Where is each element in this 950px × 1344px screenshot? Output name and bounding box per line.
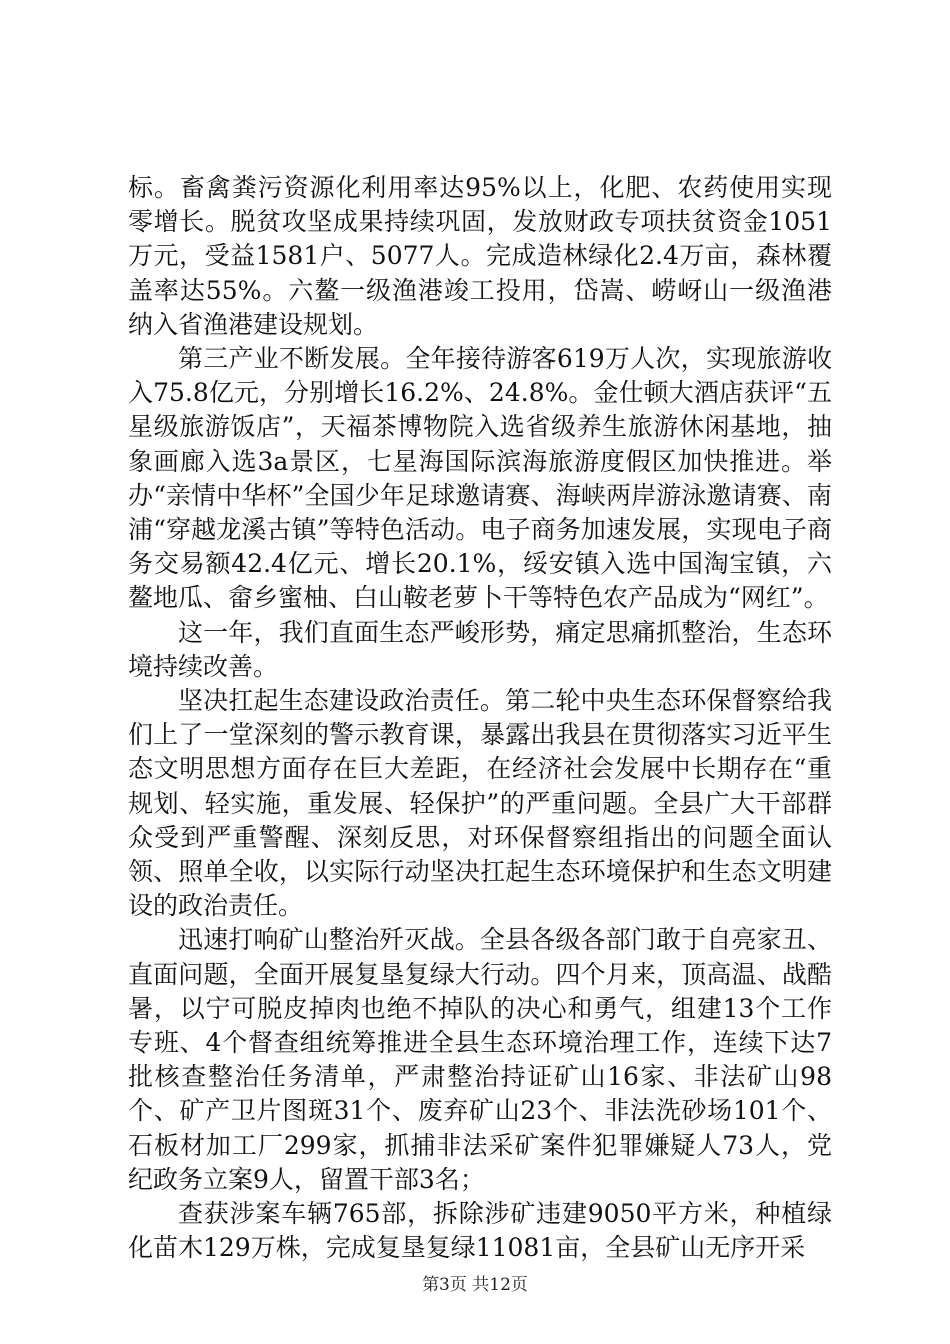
paragraph-6: 查获涉案车辆765部，拆除涉矿违建9050平方米，种植绿化苗木129万株，完成复垦复绿11081亩，全县矿山无序开采 — [128, 1199, 832, 1263]
paragraph-5: 迅速打响矿山整治歼灭战。全县各级各部门敢于自亮家丑、直面问题，全面开展复垦复绿大行动。四个月来，顶高温、战酷暑，以宁可脱皮掉肉也绝不掉队的决心和勇气，组建13个工作专班、4个督查组统筹推进全县生态环境治理工作，连续下达7批核查整治任务清单，严肃整治持证矿山16家、非法矿山98个、矿产卫片图斑31个、废弃矿山23个、非法洗砂场101个、石板材加工厂299家，抓捕非法采矿案件犯罪嫌疑人73人，党纪政务立案9人，留置干部3名； — [128, 925, 832, 1194]
document-body — [128, 171, 832, 1266]
paragraph-2: 第三产业不断发展。全年接待游客619万人次，实现旅游收入75.8亿元，分别增长16.2%、24.8%。金仕顿大酒店获评“五星级旅游饭店”，天福茶博物院入选省级养生旅游休闲基地，抽象画廊入选3a景区，七星海国际滨海旅游度假区加快推进。举办“亲情中华杯”全国少年足球邀请赛、海峡两岸游泳邀请赛、南浦“穿越龙溪古镇”等特色活动。电子商务加速发展，实现电子商务交易额42.4亿元、增长20.1%，绥安镇入选中国淘宝镇，六鳌地瓜、畲乡蜜柚、白山鞍老萝卜干等特色农产品成为“网红”。 — [128, 344, 832, 613]
paragraph-3: 这一年，我们直面生态严峻形势，痛定思痛抓整治，生态环境持续改善。 — [128, 617, 832, 681]
paragraph-4: 坚决扛起生态建设政治责任。第二轮中央生态环保督察给我们上了一堂深刻的警示教育课，暴露出我县在贯彻落实习近平生态文明思想方面存在巨大差距，在经济社会发展中长期存在“重规划、轻实施，重发展、轻保护”的严重问题。全县广大干部群众受到严重警醒、深刻反思，对环保督察组指出的问题全面认领、照单全收，以实际行动坚决扛起生态环境保护和生态文明建设的政治责任。 — [128, 686, 832, 921]
paragraph-1: 标。畜禽粪污资源化利用率达95%以上，化肥、农药使用实现零增长。脱贫攻坚成果持续巩固，发放财政专项扶贫资金1051万元，受益1581户、5077人。完成造林绿化2.4万亩，森林覆盖率达55%。六鳌一级渔港竣工投用，岱嵩、崂岈山一级渔港纳入省渔港建设规划。 — [128, 173, 832, 339]
page-footer: 第3页 共12页 — [422, 1275, 528, 1295]
